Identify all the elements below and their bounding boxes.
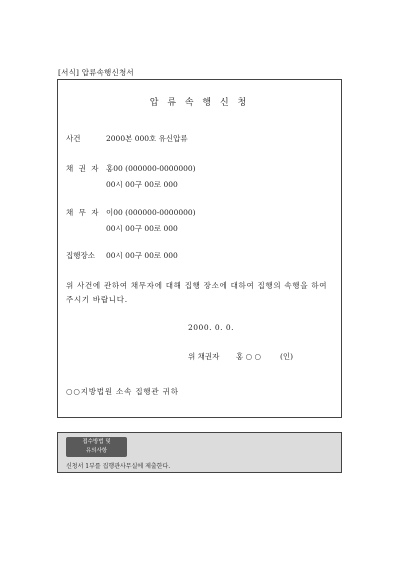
notes-panel [57, 432, 342, 473]
signer-label: 위 채권자 [188, 352, 220, 361]
addressee: ○○지방법원 소속 집행관 귀하 [66, 387, 179, 396]
seal-mark: (인) [280, 352, 294, 361]
debtor-label: 채 무 자 [66, 208, 101, 217]
case-value: 2000본 000호 유신압류 [106, 134, 188, 143]
application-date: 2000. 0. 0. [188, 323, 235, 332]
creditor-address: 00시 00구 00로 000 [106, 180, 178, 189]
notes-tag-line1: 접수방법 및 [82, 439, 111, 445]
creditor-name: 홍00 (000000-0000000) [106, 164, 196, 173]
creditor-label: 채 권 자 [66, 164, 101, 173]
document-title: 압 류 속 행 신 청 [149, 98, 250, 108]
signer-name: 홍 ○ ○ [236, 352, 262, 361]
form-label: [서식] 압류속행신청서 [58, 68, 134, 77]
request-body: 위 사건에 관하여 채무자에 대해 집행 장소에 대하여 집행의 속행을 하여 주시기 바랍니다. [66, 281, 328, 304]
place-value: 00시 00구 00로 000 [106, 251, 178, 260]
debtor-address: 00시 00구 00로 000 [106, 224, 178, 233]
place-label: 집행장소 [66, 251, 95, 260]
application-document [57, 79, 342, 418]
notes-tag-line2: 유의사항 [85, 448, 108, 454]
notes-text: 신청서 1부를 집행관사무실에 제출한다. [66, 463, 171, 470]
notes-tag [66, 437, 127, 457]
case-label: 사건 [66, 134, 81, 143]
debtor-name: 이00 (000000-0000000) [106, 208, 196, 217]
